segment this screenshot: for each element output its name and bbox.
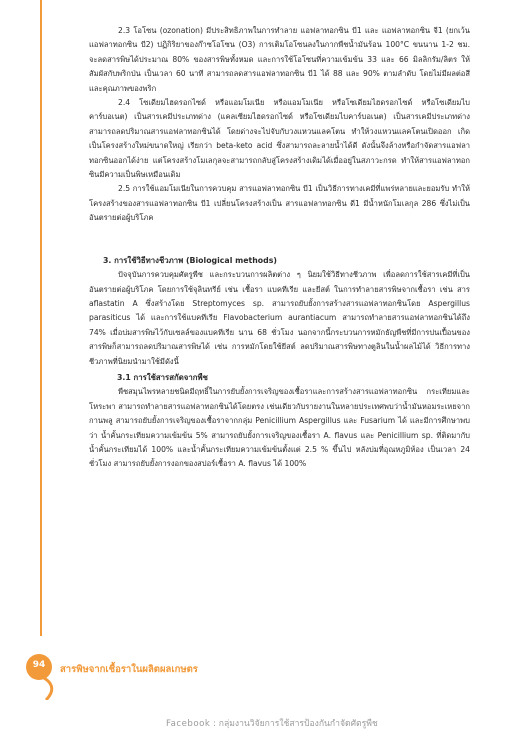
paragraph-biological: ปัจจุบันการควบคุมศัตรูพืช และกระบวนการผลิตต่าง ๆ นิยมใช้วิธีทางชีวภาพ เพื่อลดการใช้สารเคมีที่เป็นอันตรายต่อผู้บริโภค โดยการใช้จุลินทรีย์ เช่น เชื้อรา แบคทีเรีย และยีสต์ ในการทำลายสารพิษจากเชื้อรา เช่น สาร aflastatin A ซึ่งสร้างโดย Streptomyces sp. สามารถยับยั้งการสร้างสารแอฟลาทอกซินโดย Aspergillus parasiticus ได้ และการใช้แบคทีเรีย Flavobacterium aurantiacum สามารถทำลายสารแอฟลาทอกซินได้ถึง 74% เมื่อบ่มสารพิษไว้กับเซลล์ของแบคทีเรีย นาน 68 ชั่วโมง นอกจากนี้กระบวนการหมักธัญพืชที่มีการปนเปื้อนของสารพิษก็สามารถลดปริมาณสารพิษได้ เช่น การหมักโดยใช้ยีสต์ ลดปริมาณสารพิษทางตูลินในน้ำผลไม้ได้ วิธีการทางชีวภาพที่นิยมนำมาใช้มีดังนี้ [89, 270, 470, 366]
section-heading-biological: 3. การใช้วิธีทางชีวภาพ (Biological methods) [103, 255, 277, 265]
page-number: 94 [32, 660, 46, 670]
facebook-label: Facebook [166, 719, 211, 729]
paragraph-ozonation: 2.3 โอโซน (ozonation) มีประสิทธิภาพในการทำลาย แอฟลาทอกซิน บี1 และ แอฟลาทอกซิน จี1 (ยกเว้น แอฟลาทอกซิน บี2) ปฏิกิริยาของก๊าซโอโซน (O3) การเติมโอโซนลงในกากพืชน้ำมันร้อน 100°C ขนนาน 1-2 ชม. จะลดสารพิษได้ประมาณ 80% ของสารพิษทั้งหมด และการใช้โอโซนที่ความเข้มข้น 33 และ 66 มิลลิกรัม/ลิตร ให้สัมผัสกับพริกป่น เป็นเวลา 60 นาที สามารถลดสารแอฟลาทอกซิน บี1 ได้ 88 และ 90% ตามลำดับ โดยไม่มีผลต่อสีและคุณภาพของพริก [89, 26, 470, 93]
book-title: สารพิษจากเชื้อราในผลิตผลเกษตร [60, 664, 198, 675]
page-content [89, 24, 470, 472]
paragraph-plant-extract: พืชสมุนไพรหลายชนิดมีฤทธิ์ในการยับยั้งการเจริญของเชื้อราและการสร้างสารแอฟลาทอกซิน กระเทียมและโหระพา สามารถทำลายสารแอฟลาทอกซินได้โดยตรง เช่นเดียวกับรายงานในหลายประเทศพบว่าน้ำมันหอมระเหยจากกานพลู สามารถยับยั้งการเจริญของเชื้อราจากกลุ่ม Penicillium Aspergillus และ Fusarium ได้ และมีการศึกษาพบว่า น้ำคั้นกระเทียมความเข้มข้น 5% สามารถยับยั้งการเจริญของเชื้อรา A. flavus และ Penicillium sp. ที่ติดมากับน้ำคั้นกระเทียมได้ 100% และน้ำคั้นกระเทียมความเข้มข้นตั้งแต่ 2.5 % ขึ้นไป หลังบ่มที่อุณหภูมิห้อง เป็นเวลา 24 ชั่วโมง สามารถยับยั้งการงอกของสปอร์เชื้อรา A. flavus ได้ 100% [89, 387, 470, 469]
facebook-group-text: : กลุ่มงานวิจัยการใช้สารป้องกันกำจัดศัตรูพืช [213, 719, 378, 729]
subsection-heading-plant-extract: 3.1 การใช้สารสกัดจากพืช [117, 372, 208, 382]
facebook-credit [166, 716, 378, 730]
swirl-decoration-icon [42, 678, 56, 700]
margin-rule [40, 0, 42, 636]
paragraph-ammonia: 2.5 การใช้แอมโมเนียในการควบคุม สารแอฟลาทอกซิน บี1 เป็นวิธีการทางเคมีที่แพร่หลายและยอมรับ ทำให้โครงสร้างของสารแอฟลาทอกซิน บี1 เปลี่ยนโครงสร้างเป็น สารแอฟลาทอกซิน ดี1 มีน้ำหนักโมเลกุล 286 ซึ่งไม่เป็นอันตรายต่อผู้บริโภค [89, 184, 470, 223]
paragraph-alkali: 2.4 โซเดียมไฮดรอกไซด์ หรือแอมโมเนีย หรือแอมโมเนีย หรือโซเดียมไฮดรอกไซด์ หรือโซเดียมไบคาร์บอเนต) เป็นสารเคมีประเภทด่าง (แคลเซียมไฮดรอกไซด์ หรือโซเดียมไบคาร์บอเนต) เป็นสารเคมีประเภทด่าง สามารถลดปริมาณสารแอฟลาทอกซินได้ โดยด่างจะไปจับกับวงแหวนแลคโตน ทำให้วงแหวนแลคโตนเปิดออก เกิดเป็นโครงสร้างใหม่ขนาดใหญ่ เรียกว่า beta-keto acid ซึ่งสามารถละลายน้ำได้ดี ดังนั้นจึงล้างหรือกำจัดสารแอฟลาทอกซินออกได้ง่าย แต่โครงสร้างโมเลกุลจะสามารถกลับสู่โครงสร้างเดิมได้เมื่ออยู่ในสภาวะกรด ทำให้สารแอฟลาทอกซินมีความเป็นพิษเหมือนเดิม [89, 98, 470, 180]
